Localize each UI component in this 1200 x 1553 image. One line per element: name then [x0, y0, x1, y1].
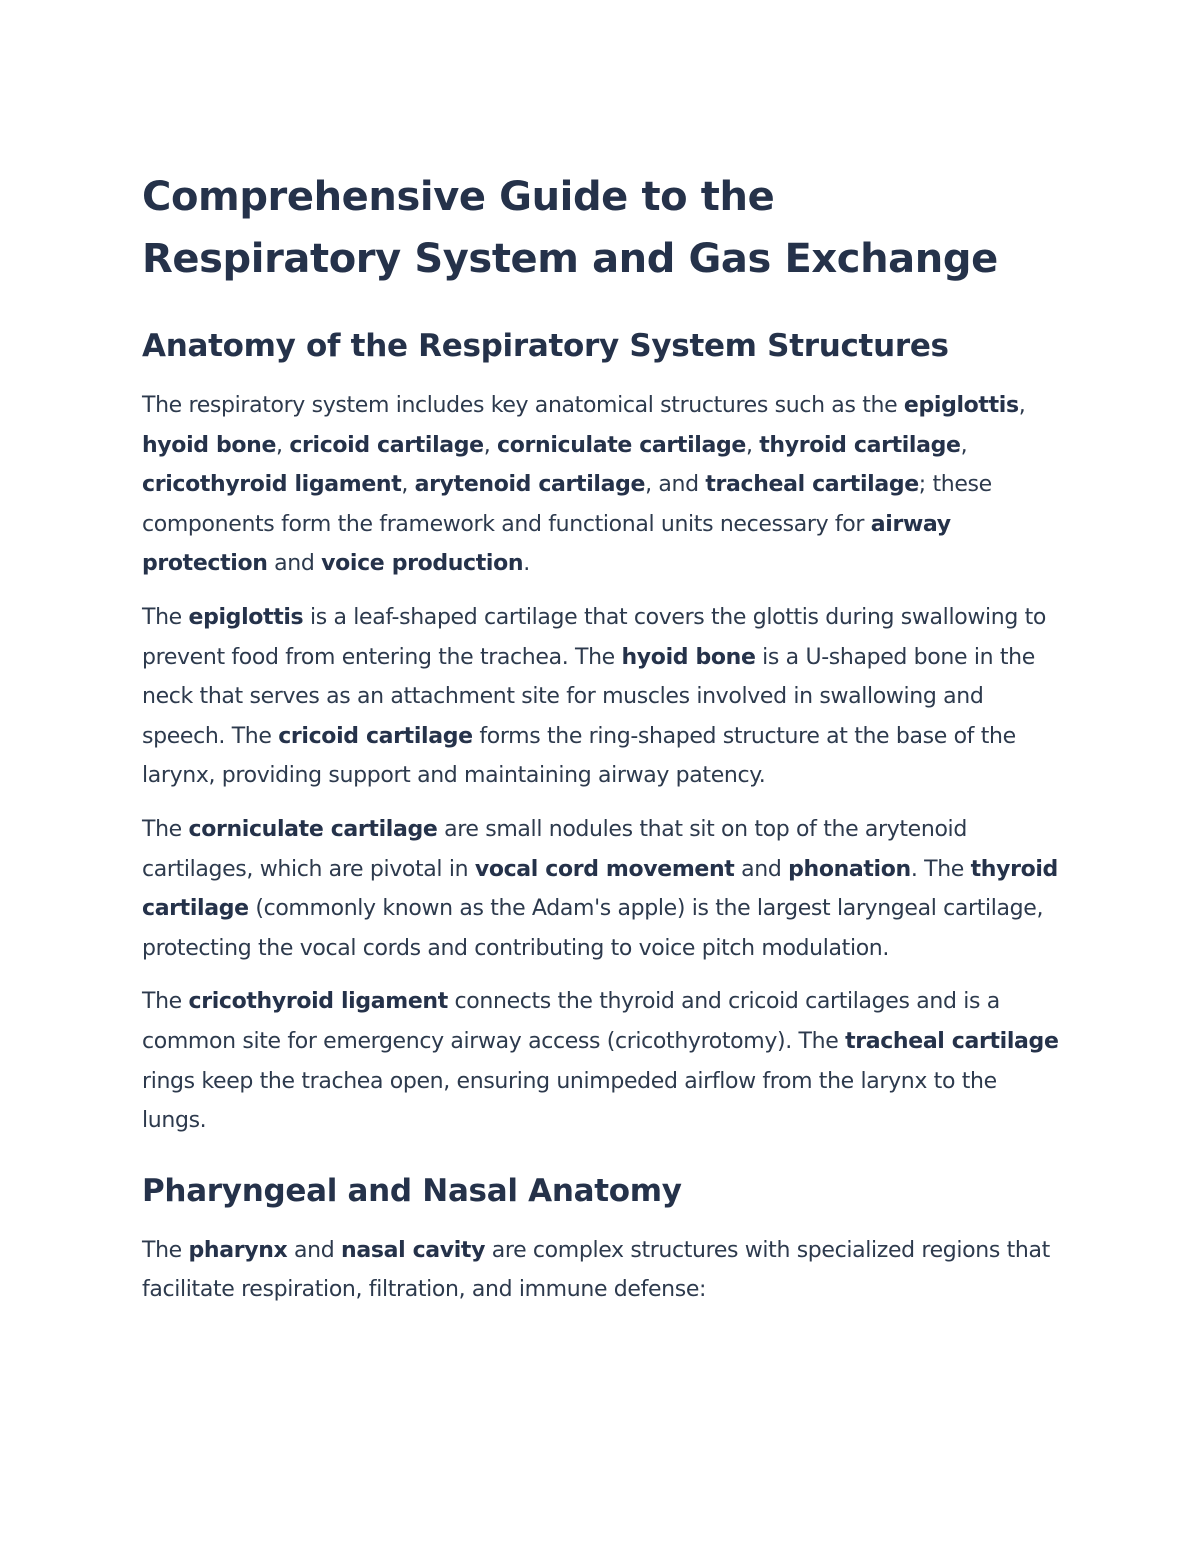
text-run: The respiratory system includes key anatomical structures such as the	[142, 393, 904, 418]
bold-term: corniculate cartilage	[497, 432, 746, 458]
bold-term: cricothyroid ligament	[188, 989, 448, 1015]
text-run: is a U-shaped bone in the neck that serves as an attachment site for muscles involved in swallowing and speech. The	[142, 644, 1035, 749]
page-title-line-2: Respiratory System and Gas Exchange	[142, 236, 998, 282]
bold-term: cricothyroid ligament	[142, 472, 402, 498]
bold-term: cricoid cartilage	[278, 723, 473, 749]
page-title-line-1: Comprehensive Guide to the	[142, 174, 775, 220]
bold-term: vocal cord movement	[474, 856, 735, 882]
text-run: ,	[1018, 393, 1026, 418]
bold-term: hyoid bone	[621, 644, 756, 670]
text-run: ,	[401, 472, 415, 498]
text-run: connects the thyroid and cricoid cartilages and is a common site for emergency airway access (cricothyrotomy). The	[142, 989, 1000, 1054]
text-run: and	[287, 1237, 342, 1263]
bold-term: voice production	[321, 551, 524, 577]
bold-term: cricoid cartilage	[289, 432, 484, 458]
bold-term: airway protection	[142, 511, 951, 577]
text-run: ,	[483, 432, 498, 458]
text-run: is a leaf-shaped cartilage that covers the glottis during swallowing to prevent food from entering the trachea. The	[142, 604, 1046, 670]
text-run: .	[523, 551, 530, 577]
text-run: , and	[645, 472, 706, 498]
page-title	[142, 166, 1062, 290]
bold-term: nasal cavity	[341, 1237, 486, 1263]
text-run: (commonly known as the Adam's apple) is the largest laryngeal cartilage, protecting the vocal cords and contributing to voice pitch modulation.	[142, 896, 1044, 961]
text-run: ; these components form the framework and functional units necessary for	[142, 472, 992, 537]
bold-term: corniculate cartilage	[188, 816, 438, 842]
text-run: ,	[960, 432, 968, 458]
bold-term: arytenoid cartilage	[414, 472, 646, 498]
text-run: rings keep the trachea open, ensuring unimpeded airflow from the larynx to the lungs.	[142, 1068, 997, 1134]
text-run: The	[142, 604, 189, 630]
text-run: and	[267, 551, 322, 577]
bold-term: tracheal cartilage	[705, 472, 919, 498]
bold-term: hyoid bone	[142, 432, 277, 458]
text-run: The	[142, 989, 189, 1015]
text-run: ,	[745, 432, 760, 458]
bold-term: tracheal cartilage	[845, 1028, 1059, 1054]
text-run: . The	[910, 856, 971, 882]
text-run: The	[142, 816, 189, 842]
text-run: ,	[276, 432, 290, 458]
paragraph-epiglottis-hyoid-cricoid	[142, 598, 1062, 796]
bold-term: thyroid cartilage	[759, 432, 961, 458]
bold-term: phonation	[788, 856, 911, 882]
bold-term: epiglottis	[903, 393, 1019, 418]
paragraph-structures-overview	[142, 386, 1062, 584]
bold-term: epiglottis	[188, 604, 304, 630]
section-heading-anatomy: Anatomy of the Respiratory System Structures	[142, 328, 949, 364]
bold-term: thyroid cartilage	[142, 856, 1058, 922]
document-page	[142, 166, 1062, 1324]
paragraph-pharynx-nasal-intro	[142, 1231, 1062, 1310]
text-run: are small nodules that sit on top of the arytenoid cartilages, which are pivotal in	[142, 816, 967, 882]
text-run: The	[142, 1237, 189, 1263]
text-run: forms the ring-shaped structure at the base of the larynx, providing support and maintaining airway patency.	[142, 723, 1016, 789]
paragraph-cricothyroid-tracheal	[142, 982, 1062, 1140]
bold-term: pharynx	[188, 1237, 288, 1263]
text-run: are complex structures with specialized regions that facilitate respiration, filtration, and immune defense:	[142, 1237, 1050, 1303]
text-run: and	[734, 856, 789, 882]
section-heading-pharyngeal-nasal: Pharyngeal and Nasal Anatomy	[142, 1172, 682, 1209]
paragraph-corniculate-thyroid	[142, 810, 1062, 968]
